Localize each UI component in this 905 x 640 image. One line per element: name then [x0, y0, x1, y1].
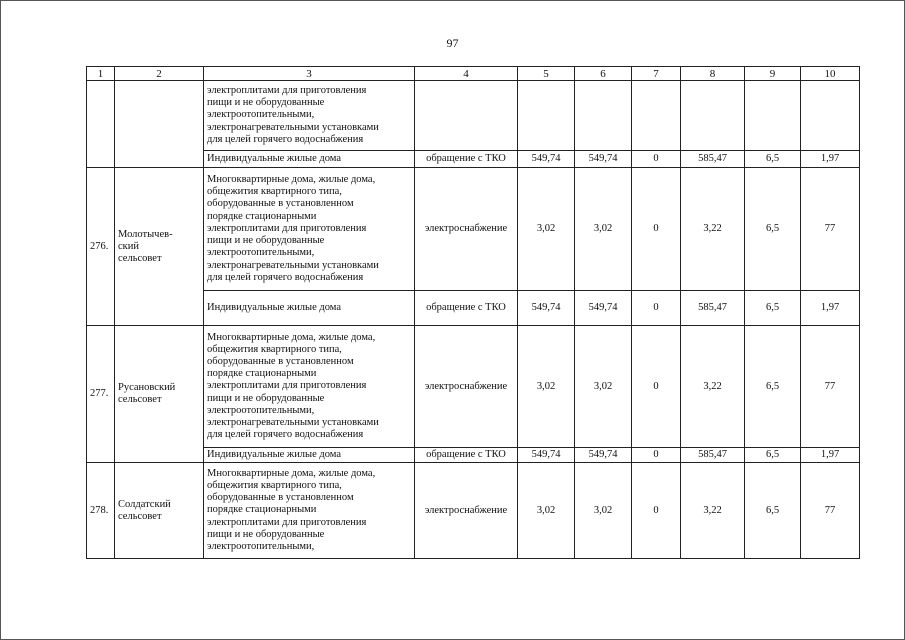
value-cell: 3,02	[575, 168, 632, 291]
housing-type: Индивидуальные жилые дома	[204, 448, 415, 463]
municipality-name: Русановский сельсовет	[115, 326, 204, 463]
municipality-name: Солдатский сельсовет	[115, 463, 204, 559]
value-cell: 77	[801, 326, 860, 448]
service-name: обращение с ТКО	[415, 448, 518, 463]
value-cell: 3,22	[681, 463, 745, 559]
value-cell: 549,74	[575, 448, 632, 463]
table-row	[87, 168, 860, 291]
tariff-table	[86, 66, 860, 559]
col-header: 10	[801, 67, 860, 81]
housing-type: Индивидуальные жилые дома	[204, 291, 415, 326]
value-cell: 549,74	[518, 291, 575, 326]
service-name: электроснабжение	[415, 168, 518, 291]
value-cell: 0	[632, 463, 681, 559]
housing-type: Индивидуальные жилые дома	[204, 151, 415, 168]
value-cell: 3,02	[575, 463, 632, 559]
value-cell: 3,02	[518, 463, 575, 559]
value-cell: 3,02	[575, 326, 632, 448]
value-cell: 77	[801, 463, 860, 559]
col-header: 3	[204, 67, 415, 81]
value-cell: 3,22	[681, 326, 745, 448]
housing-description: Многоквартирные дома, жилые дома, общежития квартирного типа, оборудованные в установленном порядке стационарными электроплитами для приготовления пищи и не оборудованные электроотопительными, электронагревательными установками для целей горячего водоснабжения	[204, 326, 415, 448]
housing-description: Многоквартирные дома, жилые дома, общежития квартирного типа, оборудованные в установленном порядке стационарными электроплитами для приготовления пищи и не оборудованные электроотопительными,	[204, 463, 415, 559]
value-cell: 6,5	[745, 168, 801, 291]
value-cell: 77	[801, 168, 860, 291]
value-cell: 0	[632, 448, 681, 463]
row-number: 277.	[87, 326, 115, 463]
value-cell: 549,74	[518, 448, 575, 463]
service-name: обращение с ТКО	[415, 151, 518, 168]
table-row	[87, 81, 860, 151]
col-header: 4	[415, 67, 518, 81]
housing-description: электроплитами для приготовления пищи и не оборудованные электроотопительными, электронагревательными установками для целей горячего водоснабжения	[204, 81, 415, 151]
service-name: электроснабжение	[415, 463, 518, 559]
col-header: 7	[632, 67, 681, 81]
value-cell: 585,47	[681, 291, 745, 326]
value-cell: 3,02	[518, 168, 575, 291]
municipality-name	[115, 81, 204, 168]
value-cell: 6,5	[745, 463, 801, 559]
value-cell: 6,5	[745, 326, 801, 448]
value-cell: 549,74	[575, 151, 632, 168]
value-cell: 0	[632, 291, 681, 326]
value-cell: 6,5	[745, 448, 801, 463]
col-header: 8	[681, 67, 745, 81]
value-cell: 3,22	[681, 168, 745, 291]
value-cell: 6,5	[745, 151, 801, 168]
value-cell: 1,97	[801, 291, 860, 326]
value-cell: 549,74	[575, 291, 632, 326]
table-row	[87, 326, 860, 448]
col-header: 6	[575, 67, 632, 81]
service-name: обращение с ТКО	[415, 291, 518, 326]
service-name: электроснабжение	[415, 326, 518, 448]
page-number: 97	[446, 36, 459, 50]
row-number: 278.	[87, 463, 115, 559]
value-cell: 0	[632, 326, 681, 448]
col-header: 9	[745, 67, 801, 81]
value-cell: 549,74	[518, 151, 575, 168]
value-cell: 1,97	[801, 151, 860, 168]
value-cell: 3,02	[518, 326, 575, 448]
value-cell: 0	[632, 151, 681, 168]
col-header: 5	[518, 67, 575, 81]
value-cell: 1,97	[801, 448, 860, 463]
municipality-name: Молотычев- ский сельсовет	[115, 168, 204, 326]
header-row	[87, 67, 860, 81]
value-cell: 6,5	[745, 291, 801, 326]
value-cell: 585,47	[681, 151, 745, 168]
row-number	[87, 81, 115, 168]
value-cell: 0	[632, 168, 681, 291]
row-number: 276.	[87, 168, 115, 326]
table-row	[87, 463, 860, 559]
col-header: 1	[87, 67, 115, 81]
col-header: 2	[115, 67, 204, 81]
housing-description: Многоквартирные дома, жилые дома, общежития квартирного типа, оборудованные в установленном порядке стационарными электроплитами для приготовления пищи и не оборудованные электроотопительными, электронагревательными установками для целей горячего водоснабжения	[204, 168, 415, 291]
value-cell: 585,47	[681, 448, 745, 463]
